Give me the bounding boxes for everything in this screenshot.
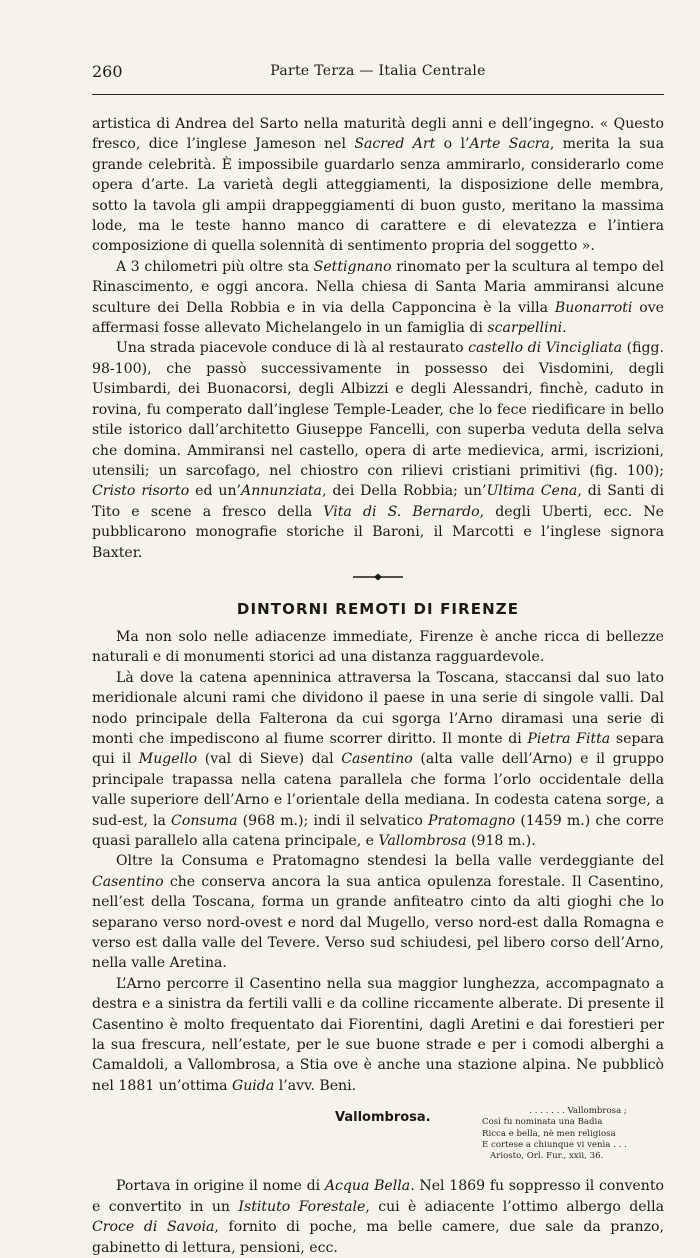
- subsection: [92, 1106, 664, 1164]
- paragraph: Oltre la Consuma e Pratomagno stendesi la bella valle verdeggiante del Casentino che conserva ancora la sua antica opulenza forestale. Il Casentino, nell’est della Toscana, forma un grande anfiteatro cinto da alti gioghi che lo separano verso nord-ovest e nord dal Mugello, verso nord-est dalla Romagna e verso est dalla valle del Tevere. Verso sud schiudesi, pel libero corso dell’Arno, nella valle Aretina.: [92, 853, 664, 972]
- paragraph: Ma non solo nelle adiacenze immediate, Firenze è anche ricca di bellezze naturali e di monumenti storici ad una distanza ragguardevole.: [92, 628, 664, 666]
- epigraph-line: Ricca e bella, nè men religiosa: [482, 1128, 616, 1139]
- epigraph-line: Così fu nominata una Badia: [482, 1117, 603, 1128]
- header-rule: [92, 94, 664, 95]
- section-heading: DINTORNI REMOTI DI FIRENZE: [236, 599, 520, 618]
- paragraph: artistica di Andrea del Sarto nella maturità degli anni e dell’ingegno. « Questo fresco, dice l’inglese Jameson nel Sacred Art o l’Arte Sacra, merita la sua grande celebrità. È impossibile guardarlo senza ammirarlo, considerarlo come opera d’arte. La varietà degli atteggiamenti, la disposizione delle membra, sotto la tavola gli ampii drappeggiamenti di buon gusto, meritano la massima lode, ma le teste hanno manco di carattere e di elevatezza e l’intiera composizione di quella solennità di sentimento propria del soggetto ».: [92, 116, 664, 255]
- paragraph: A 3 chilometri più oltre sta Settignano rinomato per la scultura al tempo del Rinascimento, e oggi ancora. Nella chiesa di Santa Maria ammiransi alcune sculture dei Della Robbia e in via della Capponcina è la villa Buonarroti ove affermasi fosse allevato Michelangelo in un famiglia di scarpellini.: [92, 258, 664, 337]
- page-body: [92, 114, 664, 1258]
- epigraph-line: E cortese a chiunque vi venìa . . .: [482, 1139, 627, 1150]
- running-title: Parte Terza — Italia Centrale: [270, 63, 486, 79]
- page-number: 260: [92, 62, 123, 81]
- epigraph-line: . . . . . . . Vallombrosa ;: [529, 1106, 627, 1117]
- paragraph: Portava in origine il nome di Acqua Bella. Nel 1869 fu soppresso il convento e convertito in un Istituto Forestale, cui è adiacente l’ottimo albergo della Croce di Savoia, fornito di poche, ma belle camere, due sale da pranzo, gabinetto di lettura, pensioni, ecc.: [92, 1178, 664, 1256]
- paragraph: Una strada piacevole conduce di là al restaurato castello di Vincigliata (figg. 98-100), che passò successivamente in possesso dei Visdomini, degli Usimbardi, dei Buonacorsi, degli Albizzi e degli Alessandri, finchè, caduto in rovina, fu comperato dall’inglese Temple-Leader, che lo fece riedificare in bello stile istorico dall’architetto Giuseppe Fancelli, con superba veduta della selva che domina. Ammiransi nel castello, opera di arte medievica, armi, iscrizioni, utensili; un sarcofago, nel chiostro con rilievi cristiani primitivi (fig. 100); Cristo risorto ed un’Annunziata, dei Della Robbia; un’Ultima Cena, di Santi di Tito e scene a fresco della Vita di S. Bernardo, degli Uberti, ecc. Ne pubblicarono monografie storiche il Baroni, il Marcotti e l’inglese signora Baxter.: [92, 340, 665, 561]
- epigraph-citation: Ariosto, Orl. Fur., xxii, 36.: [490, 1151, 604, 1162]
- epigraph: [482, 1106, 627, 1162]
- subsection-heading: Vallombrosa.: [335, 1110, 431, 1126]
- ornament-icon: [351, 572, 405, 582]
- paragraph: L’Arno percorre il Casentino nella sua maggior lunghezza, accompagnato a destra e a sinistra da fertili valli e da colline riccamente alberate. Di presente il Casentino è molto frequentato dai Fiorentini, dagli Aretini e dai forestieri per la sua frescura, nell’estate, per le sue buone strade e per i comodi alberghi a Camaldoli, a Vallombrosa, a Stia ove è anche una stazione alpina. Ne pubblicò nel 1881 un’ottima Guida l’avv. Beni.: [92, 975, 664, 1094]
- paragraph: Là dove la catena apenninica attraversa la Toscana, staccansi dal suo lato meridionale alcuni rami che dividono il paese in una serie di singole valli. Dal nodo principale della Falterona da cui sgorga l’Arno diramasi una serie di monti che impediscono al fiume scorrer diritto. Il monte di Pietra Fitta separa qui il Mugello (val di Sieve) dal Casentino (alta valle dell’Arno) e il gruppo principale trapassa nella catena parallela che forma l’orlo occidentale della valle superiore dell’Arno e l’orientale della mediana. In codesta catena sorge, a sud-est, la Consuma (968 m.); indi il selvatico Pratomagno (1459 m.) che corre quasi parallelo alla catena principale, e Vallombrosa (918 m.).: [92, 669, 665, 849]
- section-ornament: [92, 572, 664, 592]
- page-header: [92, 62, 664, 86]
